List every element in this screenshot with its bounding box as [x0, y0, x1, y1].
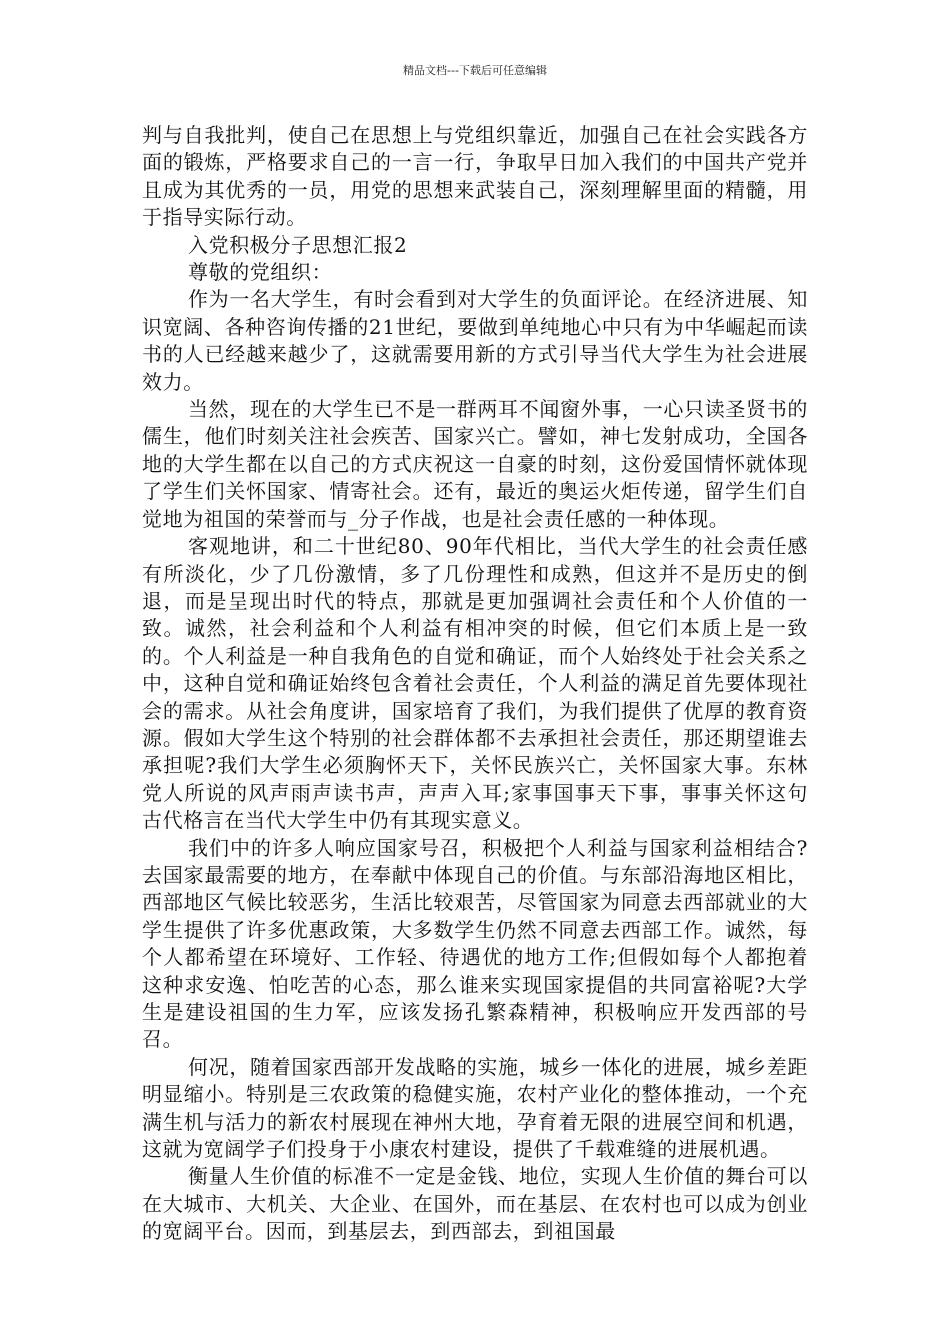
salutation: 尊敬的党组织： — [188, 260, 333, 285]
document-body — [142, 122, 808, 1246]
paragraph-continuation: 判与自我批判，使自己在思想上与党组织靠近，加强自己在社会实践各方面的锻炼，严格要求自己的一言一行，争取早日加入我们的中国共产党并且成为其优秀的一员，用党的思想来武装自己，深刻理解里面的精髓，用于指导实际行动。 — [142, 123, 808, 230]
paragraph: 作为一名大学生，有时会看到对大学生的负面评论。在经济进展、知识宽阔、各种咨询传播的21世纪，要做到单纯地心中只有为中华崛起而读书的人已经越来越少了，这就需要用新的方式引导当代大学生为社会进展效力。 — [142, 287, 808, 394]
paragraph: 当然，现在的大学生已不是一群两耳不闻窗外事，一心只读圣贤书的儒生，他们时刻关注社会疾苦、国家兴亡。譬如，神七发射成功，全国各地的大学生都在以自己的方式庆祝这一自豪的时刻，这份爱国情怀就体现了学生们关怀国家、情寄社会。还有，最近的奥运火炬传递，留学生们自觉地为祖国的荣誉而与_分子作战，也是社会责任感的一种体现。 — [142, 397, 808, 531]
paragraph: 衡量人生价值的标准不一定是金钱、地位，实现人生价值的舞台可以在大城市、大机关、大企业、在国外，而在基层、在农村也可以成为创业的宽阔平台。因而，到基层去，到西部去，到祖国最 — [142, 1164, 808, 1244]
paragraph: 客观地讲，和二十世纪80、90年代相比，当代大学生的社会责任感有所淡化，少了几份激情，多了几份理性和成熟，但这并不是历史的倒退，而是呈现出时代的特点，那就是更加强调社会责任和个人价值的一致。诚然，社会利益和个人利益有相冲突的时候，但它们本质上是一致的。个人利益是一种自我角色的自觉和确证，而个人始终处于社会关系之中，这种自觉和确证始终包含着社会责任，个人利益的满足首先要体现社会的需求。从社会角度讲，国家培育了我们，为我们提供了优厚的教育资源。假如大学生这个特别的社会群体都不去承担社会责任，那还期望谁去承担呢?我们大学生必须胸怀天下，关怀民族兴亡，关怀国家大事。东林党人所说的风声雨声读书声，声声入耳;家事国事天下事，事事关怀这句古代格言在当代大学生中仍有其现实意义。 — [142, 534, 809, 833]
section-heading: 入党积极分子思想汇报2 — [188, 232, 408, 257]
paragraph: 何况，随着国家西部开发战略的实施，城乡一体化的进展，城乡差距明显缩小。特别是三农政策的稳健实施，农村产业化的整体推动，一个充满生机与活力的新农村展现在神州大地，孕育着无限的进展空间和机遇，这就为宽阔学子们投身于小康农村建设，提供了千载难缝的进展机遇。 — [142, 1054, 808, 1162]
page-header: 精品文档---下载后可任意编辑 — [403, 64, 547, 77]
paragraph: 我们中的许多人响应国家号召，积极把个人利益与国家利益相结合?去国家最需要的地方，在奉献中体现自己的价值。与东部沿海地区相比，西部地区气候比较恶劣，生活比较艰苦，尽管国家为同意去西部就业的大学生提供了许多优惠政策，大多数学生仍然不同意去西部工作。诚然，每个人都希望在环境好、工作轻、待遇优的地方工作;但假如每个人都抱着这种求安逸、怕吃苦的心态，那么谁来实现国家提倡的共同富裕呢?大学生是建设祖国的生力军，应该发扬孔繁森精神，积极响应开发西部的号召。 — [142, 835, 808, 1052]
